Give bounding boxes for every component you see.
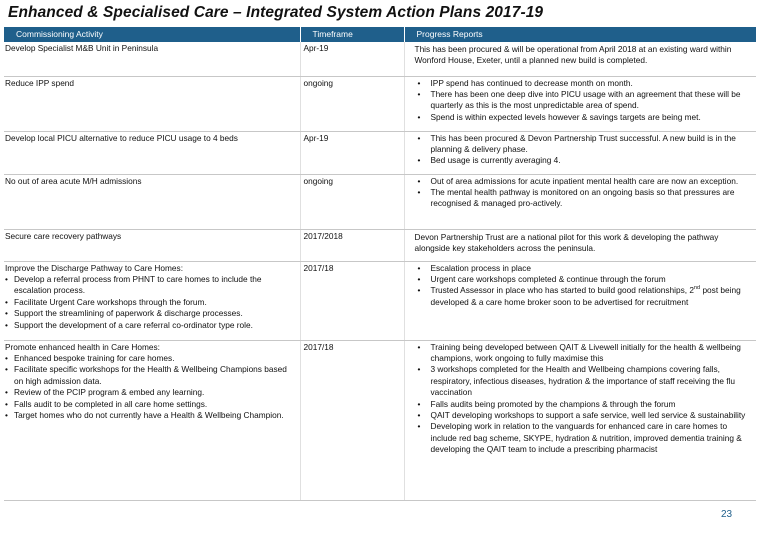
activity-cell: Secure care recovery pathways: [4, 229, 300, 261]
progress-text: This has been procured & will be operational from April 2018 at an existing ward within Wonford House, Exeter, until a planned new build is completed.: [414, 44, 732, 66]
table-row: [4, 42, 756, 76]
table-row: [4, 261, 756, 340]
list-item: • QAIT developing workshops to support a safe service, well led service & sustainability: [415, 410, 754, 421]
progress-list: [415, 133, 754, 167]
list-item: [415, 285, 754, 308]
list-item-text: Trusted Assessor in place who has started to build good relationships, 2: [430, 285, 694, 296]
table-row: [4, 174, 756, 229]
table-row: [4, 229, 756, 261]
timeframe-cell: Apr-19: [300, 42, 404, 76]
table-row: [4, 76, 756, 131]
progress-list: [415, 342, 754, 456]
header-progress-reports: Progress Reports: [404, 27, 756, 42]
list-item: • Training being developed between QAIT & Livewell initially for the health & wellbeing champions, work ongoing to fully maximise this: [415, 342, 754, 365]
activity-cell: Develop local PICU alternative to reduce PICU usage to 4 beds: [4, 131, 300, 174]
list-item: • Urgent care workshops completed & continue through the forum: [415, 274, 754, 285]
list-item: • Review of the PCIP program & embed any learning.: [5, 387, 297, 398]
list-item: • Bed usage is currently averaging 4.: [415, 155, 754, 166]
timeframe-cell: Apr-19: [300, 131, 404, 174]
list-item: • Out of area admissions for acute inpatient mental health care are now an exception.: [415, 176, 754, 187]
list-item: • Falls audit to be completed in all care home settings.: [5, 399, 297, 410]
list-item: • Enhanced bespoke training for care homes.: [5, 353, 297, 364]
progress-list: [415, 78, 754, 124]
progress-list: [415, 176, 754, 210]
activity-cell: Reduce IPP spend: [4, 76, 300, 131]
list-item: • Developing work in relation to the vanguards for enhanced care in care homes to include red bag scheme, SKYPE, hydration & nutrition, improved dementia training & developing the QAIT team to include a prescribing pharmacist: [415, 421, 754, 455]
activity-cell: No out of area acute M/H admissions: [4, 174, 300, 229]
page-number: 23: [721, 509, 733, 520]
progress-text: Devon Partnership Trust are a national pilot for this work & developing the pathway alongside key stakeholders across the peninsula.: [414, 231, 719, 253]
activity-list: [5, 353, 297, 421]
list-item-text: post being developed & a care home broker soon to be advertised for recruitment: [430, 285, 741, 307]
activity-cell: [4, 340, 300, 500]
page-title: Enhanced & Specialised Care – Integrated System Action Plans 2017-19: [8, 4, 544, 21]
header-timeframe: Timeframe: [300, 27, 404, 42]
timeframe-cell: 2017/18: [300, 261, 404, 340]
progress-cell: [404, 174, 756, 229]
progress-cell: [404, 42, 756, 76]
list-item: • Facilitate Urgent Care workshops through the forum.: [5, 297, 297, 308]
list-item: • The mental health pathway is monitored on an ongoing basis so that pressures are recognised & managed pro-actively.: [415, 187, 754, 210]
progress-cell: [404, 261, 756, 340]
activity-cell: [4, 261, 300, 340]
timeframe-cell: 2017/2018: [300, 229, 404, 261]
list-item: • Develop a referral process from PHNT to care homes to include the escalation process.: [5, 274, 297, 297]
list-item: • Falls audits being promoted by the champions & through the forum: [415, 399, 754, 410]
activity-cell: Develop Specialist M&B Unit in Peninsula: [4, 42, 300, 76]
table-row: [4, 340, 756, 500]
progress-cell: [404, 76, 756, 131]
list-item: • Support the streamlining of paperwork & discharge processes.: [5, 308, 297, 319]
activity-heading: Improve the Discharge Pathway to Care Homes:: [5, 262, 183, 273]
list-item: • 3 workshops completed for the Health and Wellbeing champions covering falls, respiratory, infectious diseases, hydration & the importance of staff receiving the flu vaccination: [415, 364, 754, 398]
progress-list: [415, 263, 754, 309]
list-item: • Target homes who do not currently have a Health & Wellbeing Champion.: [5, 410, 297, 421]
table-row: [4, 131, 756, 174]
progress-cell: [404, 229, 756, 261]
progress-cell: [404, 131, 756, 174]
activity-heading: Promote enhanced health in Care Homes:: [5, 341, 160, 352]
list-item: • IPP spend has continued to decrease month on month.: [415, 78, 754, 89]
list-item: • Escalation process in place: [415, 263, 754, 274]
header-commissioning-activity: Commissioning Activity: [4, 27, 300, 42]
list-item: • Spend is within expected levels however & savings targets are being met.: [415, 112, 754, 123]
activity-list: [5, 274, 297, 331]
superscript: nd: [694, 285, 701, 292]
list-item: • This has been procured & Devon Partnership Trust successful. A new build is in the planning & delivery phase.: [415, 133, 754, 156]
list-item: • There has been one deep dive into PICU usage with an agreement that these will be quarterly as this is the most unpredictable area of spend.: [415, 89, 754, 112]
timeframe-cell: ongoing: [300, 76, 404, 131]
list-item: • Facilitate specific workshops for the Health & Wellbeing Champions based on high admission data.: [5, 364, 297, 387]
action-plan-table: [4, 27, 757, 501]
table-header-row: [4, 27, 756, 42]
progress-cell: [404, 340, 756, 500]
list-item: • Support the development of a care referral co-ordinator type role.: [5, 320, 297, 331]
timeframe-cell: ongoing: [300, 174, 404, 229]
timeframe-cell: 2017/18: [300, 340, 404, 500]
